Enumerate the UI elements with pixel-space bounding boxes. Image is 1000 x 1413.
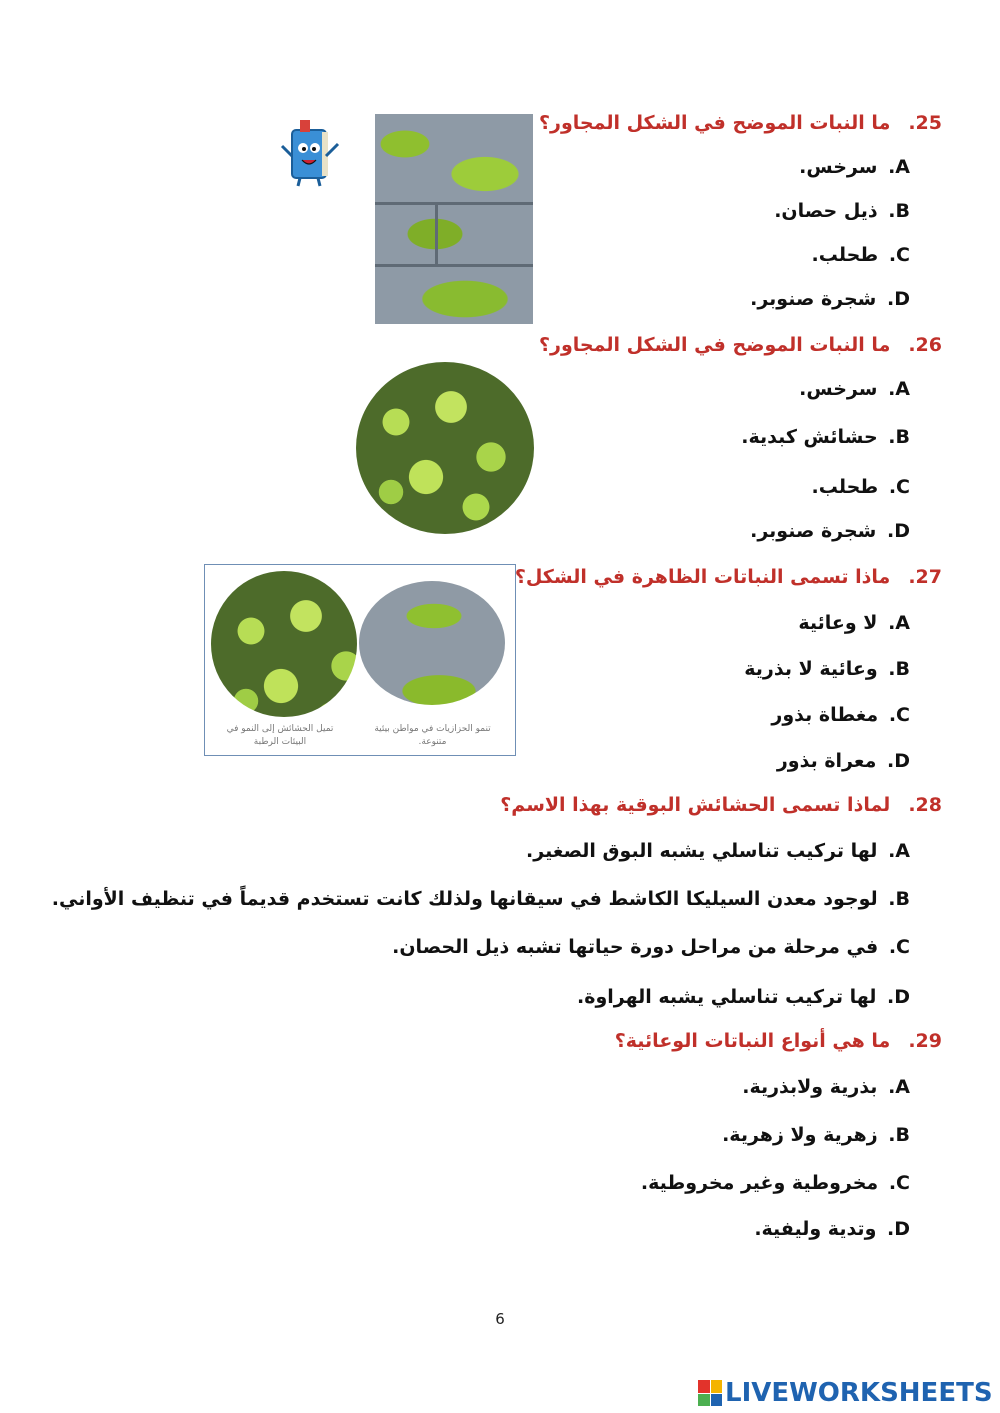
- question-29-option-d[interactable]: D. وتدية وليفية.: [754, 1218, 910, 1240]
- question-number: 27.: [908, 566, 942, 588]
- question-28-option-a[interactable]: A. لها تركيب تناسلي يشبه البوق الصغير.: [526, 840, 910, 862]
- question-26-option-c[interactable]: C. طحلب.: [811, 476, 910, 498]
- question-text: ماذا تسمى النباتات الظاهرة في الشكل؟: [514, 566, 891, 588]
- liveworksheets-brand[interactable]: [698, 1378, 998, 1408]
- question-27-title: [515, 566, 942, 588]
- question-25-option-b[interactable]: B. ذيل حصان.: [774, 200, 910, 222]
- question-29-option-c[interactable]: C. مخروطية وغير مخروطية.: [640, 1172, 910, 1194]
- question-28-option-b[interactable]: B. لوجود معدن السيليكا الكاشط في سيقانها ولذلك كانت تستخدم قديماً في تنظيف الأواني.: [51, 888, 910, 910]
- question-number: 29.: [908, 1030, 942, 1052]
- liveworksheets-logo-icon: [698, 1380, 722, 1406]
- question-26-option-d[interactable]: D. شجرة صنوبر.: [750, 520, 910, 542]
- question-number: 26.: [908, 334, 942, 356]
- book-mascot-icon: [278, 116, 346, 188]
- question-26-title: [539, 334, 942, 356]
- question-25-option-d[interactable]: D. شجرة صنوبر.: [750, 288, 910, 310]
- moss-circle-image: [359, 581, 505, 705]
- question-28-option-c[interactable]: C. في مرحلة من مراحل دورة حياتها تشبه ذيل الحصان.: [392, 936, 910, 958]
- question-text: ما هي أنواع النباتات الوعائية؟: [614, 1030, 891, 1052]
- figure-caption-left: تميل الحشائش إلى النمو في البيئات الرطبة: [226, 724, 334, 747]
- question-26-option-b[interactable]: B. حشائش كبدية.: [741, 426, 910, 448]
- question-25-title: [539, 112, 942, 134]
- question-25-option-a[interactable]: A. سرخس.: [799, 156, 910, 178]
- question-number: 28.: [908, 794, 942, 816]
- question-25-option-c[interactable]: C. طحلب.: [811, 244, 910, 266]
- figure-caption-right: تنمو الحزازيات في مواطن بيئية متنوعة.: [374, 724, 491, 747]
- liverwort-circle-image: [356, 362, 534, 534]
- question-27-option-d[interactable]: D. معراة بذور: [776, 750, 910, 772]
- page-number: 6: [495, 1310, 505, 1328]
- question-27-option-b[interactable]: B. وعائية لا بذرية: [744, 658, 910, 680]
- question-28-title: [500, 794, 942, 816]
- question-27-option-a[interactable]: A. لا وعائية: [798, 612, 910, 634]
- liverwort-circle-image: [211, 571, 357, 717]
- question-text: ما النبات الموضح في الشكل المجاور؟: [538, 112, 891, 134]
- question-26-option-a[interactable]: A. سرخس.: [799, 378, 910, 400]
- question-text: ما النبات الموضح في الشكل المجاور؟: [538, 334, 891, 356]
- question-text: لماذا تسمى الحشائش البوقية بهذا الاسم؟: [500, 794, 891, 816]
- question-29-title: [615, 1030, 942, 1052]
- question-29-option-b[interactable]: B. زهرية ولا زهرية.: [722, 1124, 910, 1146]
- question-number: 25.: [908, 112, 942, 134]
- brand-name: LIVEWORKSHEETS: [725, 1378, 993, 1408]
- question-27-figure: [204, 564, 516, 756]
- moss-on-stones-image: [375, 114, 533, 324]
- question-28-option-d[interactable]: D. لها تركيب تناسلي يشبه الهراوة.: [577, 986, 910, 1008]
- question-27-option-c[interactable]: C. مغطاة بذور: [771, 704, 910, 726]
- question-29-option-a[interactable]: A. بذرية ولابذرية.: [742, 1076, 910, 1098]
